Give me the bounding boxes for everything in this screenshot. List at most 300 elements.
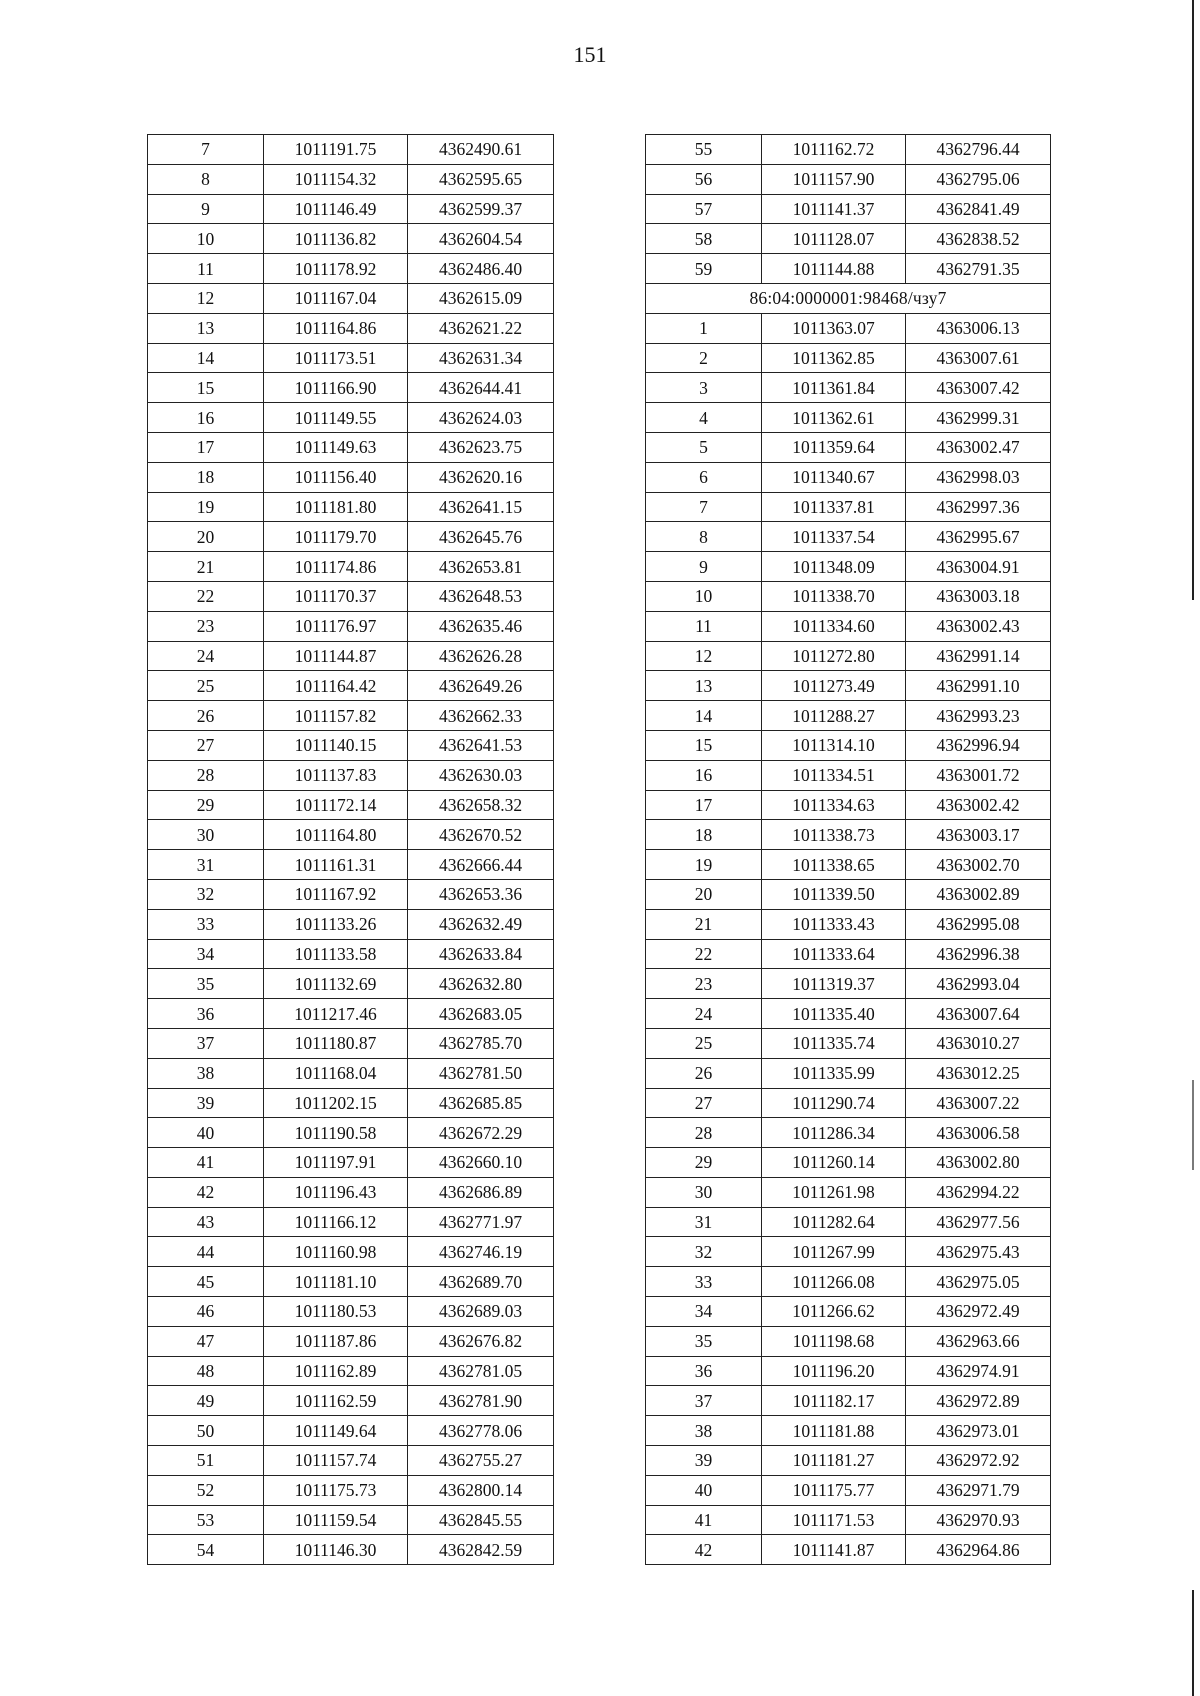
table-row [148,522,554,552]
table-row [148,283,554,313]
point-number-cell: 9 [646,552,762,582]
x-coordinate-cell: 1011339.50 [762,879,906,909]
y-coordinate-cell: 4362796.44 [906,135,1051,165]
x-coordinate-cell: 1011179.70 [264,522,408,552]
y-coordinate-cell: 4362755.27 [408,1446,554,1476]
table-row [148,1088,554,1118]
y-coordinate-cell: 4362631.34 [408,343,554,373]
y-coordinate-cell: 4363002.43 [906,611,1051,641]
x-coordinate-cell: 1011180.53 [264,1297,408,1327]
y-coordinate-cell: 4362974.91 [906,1356,1051,1386]
x-coordinate-cell: 1011149.55 [264,403,408,433]
table-row [646,1177,1051,1207]
y-coordinate-cell: 4362995.67 [906,522,1051,552]
table-row [148,641,554,671]
point-number-cell: 18 [148,462,264,492]
y-coordinate-cell: 4362993.04 [906,969,1051,999]
point-number-cell: 13 [646,671,762,701]
coordinates-table-left [147,134,554,1565]
point-number-cell: 6 [646,462,762,492]
y-coordinate-cell: 4362963.66 [906,1326,1051,1356]
x-coordinate-cell: 1011174.86 [264,552,408,582]
x-coordinate-cell: 1011141.37 [762,194,906,224]
x-coordinate-cell: 1011338.73 [762,820,906,850]
y-coordinate-cell: 4362653.81 [408,552,554,582]
table-row [148,164,554,194]
y-coordinate-cell: 4362689.03 [408,1297,554,1327]
point-number-cell: 36 [148,999,264,1029]
scan-edge-line [1192,1080,1194,1170]
x-coordinate-cell: 1011335.40 [762,999,906,1029]
y-coordinate-cell: 4362676.82 [408,1326,554,1356]
x-coordinate-cell: 1011288.27 [762,701,906,731]
y-coordinate-cell: 4362615.09 [408,283,554,313]
table-row [646,1535,1051,1565]
x-coordinate-cell: 1011266.62 [762,1297,906,1327]
x-coordinate-cell: 1011175.73 [264,1475,408,1505]
y-coordinate-cell: 4362975.05 [906,1267,1051,1297]
point-number-cell: 16 [148,403,264,433]
y-coordinate-cell: 4362490.61 [408,135,554,165]
table-row [148,1386,554,1416]
y-coordinate-cell: 4362997.36 [906,492,1051,522]
x-coordinate-cell: 1011136.82 [264,224,408,254]
y-coordinate-cell: 4363012.25 [906,1058,1051,1088]
point-number-cell: 57 [646,194,762,224]
x-coordinate-cell: 1011334.63 [762,790,906,820]
x-coordinate-cell: 1011133.26 [264,909,408,939]
table-row [646,1475,1051,1505]
point-number-cell: 4 [646,403,762,433]
point-number-cell: 25 [646,1028,762,1058]
x-coordinate-cell: 1011176.97 [264,611,408,641]
point-number-cell: 1 [646,313,762,343]
table-row [646,343,1051,373]
y-coordinate-cell: 4362641.15 [408,492,554,522]
table-row [148,760,554,790]
point-number-cell: 5 [646,432,762,462]
x-coordinate-cell: 1011272.80 [762,641,906,671]
point-number-cell: 14 [148,343,264,373]
point-number-cell: 39 [148,1088,264,1118]
point-number-cell: 40 [148,1118,264,1148]
point-number-cell: 25 [148,671,264,701]
y-coordinate-cell: 4362648.53 [408,581,554,611]
x-coordinate-cell: 1011132.69 [264,969,408,999]
point-number-cell: 30 [646,1177,762,1207]
table-row [646,1416,1051,1446]
y-coordinate-cell: 4363006.13 [906,313,1051,343]
x-coordinate-cell: 1011166.90 [264,373,408,403]
y-coordinate-cell: 4362972.92 [906,1446,1051,1476]
page-number: 151 [573,42,607,67]
y-coordinate-cell: 4362632.49 [408,909,554,939]
table-row [148,552,554,582]
x-coordinate-cell: 1011282.64 [762,1207,906,1237]
point-number-cell: 19 [148,492,264,522]
point-number-cell: 22 [148,581,264,611]
point-number-cell: 8 [148,164,264,194]
x-coordinate-cell: 1011334.60 [762,611,906,641]
table-row [148,1118,554,1148]
x-coordinate-cell: 1011335.99 [762,1058,906,1088]
table-row [148,462,554,492]
y-coordinate-cell: 4362781.90 [408,1386,554,1416]
point-number-cell: 33 [148,909,264,939]
point-number-cell: 34 [646,1297,762,1327]
y-coordinate-cell: 4363002.80 [906,1148,1051,1178]
table-row [646,522,1051,552]
y-coordinate-cell: 4362689.70 [408,1267,554,1297]
point-number-cell: 26 [646,1058,762,1088]
x-coordinate-cell: 1011137.83 [264,760,408,790]
table-row [646,1118,1051,1148]
y-coordinate-cell: 4362670.52 [408,820,554,850]
point-number-cell: 9 [148,194,264,224]
point-number-cell: 41 [148,1148,264,1178]
point-number-cell: 33 [646,1267,762,1297]
point-number-cell: 16 [646,760,762,790]
x-coordinate-cell: 1011175.77 [762,1475,906,1505]
x-coordinate-cell: 1011159.54 [264,1505,408,1535]
y-coordinate-cell: 4362620.16 [408,462,554,492]
point-number-cell: 29 [148,790,264,820]
table-row [646,1207,1051,1237]
point-number-cell: 49 [148,1386,264,1416]
point-number-cell: 31 [148,850,264,880]
table-row [148,1267,554,1297]
table-row [646,1386,1051,1416]
y-coordinate-cell: 4363010.27 [906,1028,1051,1058]
table-row [148,820,554,850]
x-coordinate-cell: 1011180.87 [264,1028,408,1058]
y-coordinate-cell: 4362645.76 [408,522,554,552]
x-coordinate-cell: 1011133.58 [264,939,408,969]
table-row [148,969,554,999]
x-coordinate-cell: 1011172.14 [264,790,408,820]
point-number-cell: 44 [148,1237,264,1267]
point-number-cell: 42 [646,1535,762,1565]
point-number-cell: 15 [148,373,264,403]
y-coordinate-cell: 4363001.72 [906,760,1051,790]
x-coordinate-cell: 1011167.04 [264,283,408,313]
point-number-cell: 11 [148,254,264,284]
x-coordinate-cell: 1011160.98 [264,1237,408,1267]
point-number-cell: 52 [148,1475,264,1505]
x-coordinate-cell: 1011181.27 [762,1446,906,1476]
y-coordinate-cell: 4362746.19 [408,1237,554,1267]
table-row [646,730,1051,760]
y-coordinate-cell: 4362660.10 [408,1148,554,1178]
point-number-cell: 23 [148,611,264,641]
point-number-cell: 30 [148,820,264,850]
table-row [148,701,554,731]
x-coordinate-cell: 1011314.10 [762,730,906,760]
table-row [646,1058,1051,1088]
x-coordinate-cell: 1011182.17 [762,1386,906,1416]
table-row [148,403,554,433]
point-number-cell: 35 [646,1326,762,1356]
y-coordinate-cell: 4362795.06 [906,164,1051,194]
point-number-cell: 59 [646,254,762,284]
point-number-cell: 17 [646,790,762,820]
point-number-cell: 45 [148,1267,264,1297]
table-row [646,403,1051,433]
x-coordinate-cell: 1011338.65 [762,850,906,880]
point-number-cell: 2 [646,343,762,373]
table-row [148,1058,554,1088]
table-row [148,1148,554,1178]
table-row [148,1535,554,1565]
point-number-cell: 20 [646,879,762,909]
point-number-cell: 34 [148,939,264,969]
x-coordinate-cell: 1011164.86 [264,313,408,343]
point-number-cell: 7 [148,135,264,165]
y-coordinate-cell: 4362991.10 [906,671,1051,701]
point-number-cell: 50 [148,1416,264,1446]
y-coordinate-cell: 4363002.89 [906,879,1051,909]
point-number-cell: 24 [646,999,762,1029]
x-coordinate-cell: 1011178.92 [264,254,408,284]
point-number-cell: 41 [646,1505,762,1535]
point-number-cell: 48 [148,1356,264,1386]
table-row [148,1356,554,1386]
table-row [646,1267,1051,1297]
x-coordinate-cell: 1011334.51 [762,760,906,790]
x-coordinate-cell: 1011149.63 [264,432,408,462]
x-coordinate-cell: 1011290.74 [762,1088,906,1118]
table-row [148,254,554,284]
x-coordinate-cell: 1011161.31 [264,850,408,880]
x-coordinate-cell: 1011196.43 [264,1177,408,1207]
x-coordinate-cell: 1011286.34 [762,1118,906,1148]
y-coordinate-cell: 4362994.22 [906,1177,1051,1207]
point-number-cell: 56 [646,164,762,194]
y-coordinate-cell: 4362842.59 [408,1535,554,1565]
table-row [148,1326,554,1356]
point-number-cell: 51 [148,1446,264,1476]
y-coordinate-cell: 4362993.23 [906,701,1051,731]
x-coordinate-cell: 1011187.86 [264,1326,408,1356]
x-coordinate-cell: 1011162.72 [762,135,906,165]
x-coordinate-cell: 1011266.08 [762,1267,906,1297]
point-number-cell: 19 [646,850,762,880]
point-number-cell: 31 [646,1207,762,1237]
y-coordinate-cell: 4362624.03 [408,403,554,433]
x-coordinate-cell: 1011181.80 [264,492,408,522]
x-coordinate-cell: 1011348.09 [762,552,906,582]
table-row [646,939,1051,969]
y-coordinate-cell: 4362630.03 [408,760,554,790]
y-coordinate-cell: 4362632.80 [408,969,554,999]
point-number-cell: 7 [646,492,762,522]
x-coordinate-cell: 1011202.15 [264,1088,408,1118]
y-coordinate-cell: 4362996.38 [906,939,1051,969]
point-number-cell: 40 [646,1475,762,1505]
point-number-cell: 23 [646,969,762,999]
y-coordinate-cell: 4362970.93 [906,1505,1051,1535]
y-coordinate-cell: 4363006.58 [906,1118,1051,1148]
table-row [646,760,1051,790]
point-number-cell: 32 [148,879,264,909]
y-coordinate-cell: 4362996.94 [906,730,1051,760]
x-coordinate-cell: 1011217.46 [264,999,408,1029]
point-number-cell: 37 [148,1028,264,1058]
y-coordinate-cell: 4362781.05 [408,1356,554,1386]
y-coordinate-cell: 4363007.22 [906,1088,1051,1118]
y-coordinate-cell: 4362841.49 [906,194,1051,224]
table-row [148,373,554,403]
point-number-cell: 43 [148,1207,264,1237]
y-coordinate-cell: 4362973.01 [906,1416,1051,1446]
x-coordinate-cell: 1011267.99 [762,1237,906,1267]
y-coordinate-cell: 4362964.86 [906,1535,1051,1565]
table-row [646,224,1051,254]
table-row [148,1446,554,1476]
point-number-cell: 39 [646,1446,762,1476]
table-row [148,313,554,343]
table-row [148,611,554,641]
y-coordinate-cell: 4362971.79 [906,1475,1051,1505]
point-number-cell: 37 [646,1386,762,1416]
y-coordinate-cell: 4362972.49 [906,1297,1051,1327]
point-number-cell: 14 [646,701,762,731]
point-number-cell: 35 [148,969,264,999]
point-number-cell: 54 [148,1535,264,1565]
table-row [148,581,554,611]
y-coordinate-cell: 4362604.54 [408,224,554,254]
x-coordinate-cell: 1011338.70 [762,581,906,611]
point-number-cell: 12 [148,283,264,313]
y-coordinate-cell: 4363007.42 [906,373,1051,403]
y-coordinate-cell: 4362991.14 [906,641,1051,671]
point-number-cell: 27 [646,1088,762,1118]
table-row [646,641,1051,671]
point-number-cell: 20 [148,522,264,552]
x-coordinate-cell: 1011146.30 [264,1535,408,1565]
point-number-cell: 26 [148,701,264,731]
y-coordinate-cell: 4362635.46 [408,611,554,641]
table-row [148,1028,554,1058]
table-row [646,492,1051,522]
table-row [646,1326,1051,1356]
table-row [148,1475,554,1505]
x-coordinate-cell: 1011190.58 [264,1118,408,1148]
y-coordinate-cell: 4362977.56 [906,1207,1051,1237]
y-coordinate-cell: 4363007.61 [906,343,1051,373]
y-coordinate-cell: 4362685.85 [408,1088,554,1118]
x-coordinate-cell: 1011361.84 [762,373,906,403]
x-coordinate-cell: 1011333.43 [762,909,906,939]
y-coordinate-cell: 4362649.26 [408,671,554,701]
table-row [646,1297,1051,1327]
y-coordinate-cell: 4362975.43 [906,1237,1051,1267]
table-row [148,1237,554,1267]
table-row [148,492,554,522]
point-number-cell: 11 [646,611,762,641]
point-number-cell: 8 [646,522,762,552]
x-coordinate-cell: 1011144.88 [762,254,906,284]
x-coordinate-cell: 1011363.07 [762,313,906,343]
y-coordinate-cell: 4362644.41 [408,373,554,403]
section-row [646,283,1051,313]
table-row [646,909,1051,939]
y-coordinate-cell: 4362781.50 [408,1058,554,1088]
table-row [646,820,1051,850]
y-coordinate-cell: 4362486.40 [408,254,554,284]
table-row [148,939,554,969]
point-number-cell: 12 [646,641,762,671]
table-row [646,671,1051,701]
x-coordinate-cell: 1011335.74 [762,1028,906,1058]
x-coordinate-cell: 1011191.75 [264,135,408,165]
table-row [646,1356,1051,1386]
table-row [148,879,554,909]
table-row [646,999,1051,1029]
x-coordinate-cell: 1011168.04 [264,1058,408,1088]
x-coordinate-cell: 1011181.10 [264,1267,408,1297]
table-row [148,1416,554,1446]
y-coordinate-cell: 4362838.52 [906,224,1051,254]
table-row [646,194,1051,224]
table-row [148,194,554,224]
table-row [148,135,554,165]
point-number-cell: 3 [646,373,762,403]
point-number-cell: 46 [148,1297,264,1327]
x-coordinate-cell: 1011171.53 [762,1505,906,1535]
y-coordinate-cell: 4362800.14 [408,1475,554,1505]
x-coordinate-cell: 1011273.49 [762,671,906,701]
y-coordinate-cell: 4362683.05 [408,999,554,1029]
y-coordinate-cell: 4362641.53 [408,730,554,760]
y-coordinate-cell: 4362785.70 [408,1028,554,1058]
y-coordinate-cell: 4362791.35 [906,254,1051,284]
point-number-cell: 27 [148,730,264,760]
y-coordinate-cell: 4363007.64 [906,999,1051,1029]
x-coordinate-cell: 1011162.89 [264,1356,408,1386]
x-coordinate-cell: 1011359.64 [762,432,906,462]
point-number-cell: 28 [148,760,264,790]
x-coordinate-cell: 1011149.64 [264,1416,408,1446]
point-number-cell: 10 [148,224,264,254]
table-row [148,850,554,880]
x-coordinate-cell: 1011154.32 [264,164,408,194]
table-row [646,1237,1051,1267]
table-row [148,730,554,760]
table-row [646,1446,1051,1476]
x-coordinate-cell: 1011197.91 [264,1148,408,1178]
point-number-cell: 10 [646,581,762,611]
x-coordinate-cell: 1011340.67 [762,462,906,492]
point-number-cell: 22 [646,939,762,969]
table-row [148,671,554,701]
y-coordinate-cell: 4362595.65 [408,164,554,194]
table-row [148,1505,554,1535]
x-coordinate-cell: 1011164.80 [264,820,408,850]
x-coordinate-cell: 1011167.92 [264,879,408,909]
x-coordinate-cell: 1011196.20 [762,1356,906,1386]
y-coordinate-cell: 4362621.22 [408,313,554,343]
y-coordinate-cell: 4362599.37 [408,194,554,224]
y-coordinate-cell: 4362653.36 [408,879,554,909]
point-number-cell: 17 [148,432,264,462]
table-row [646,969,1051,999]
table-row [646,879,1051,909]
y-coordinate-cell: 4362972.89 [906,1386,1051,1416]
point-number-cell: 42 [148,1177,264,1207]
x-coordinate-cell: 1011140.15 [264,730,408,760]
table-row [148,1207,554,1237]
